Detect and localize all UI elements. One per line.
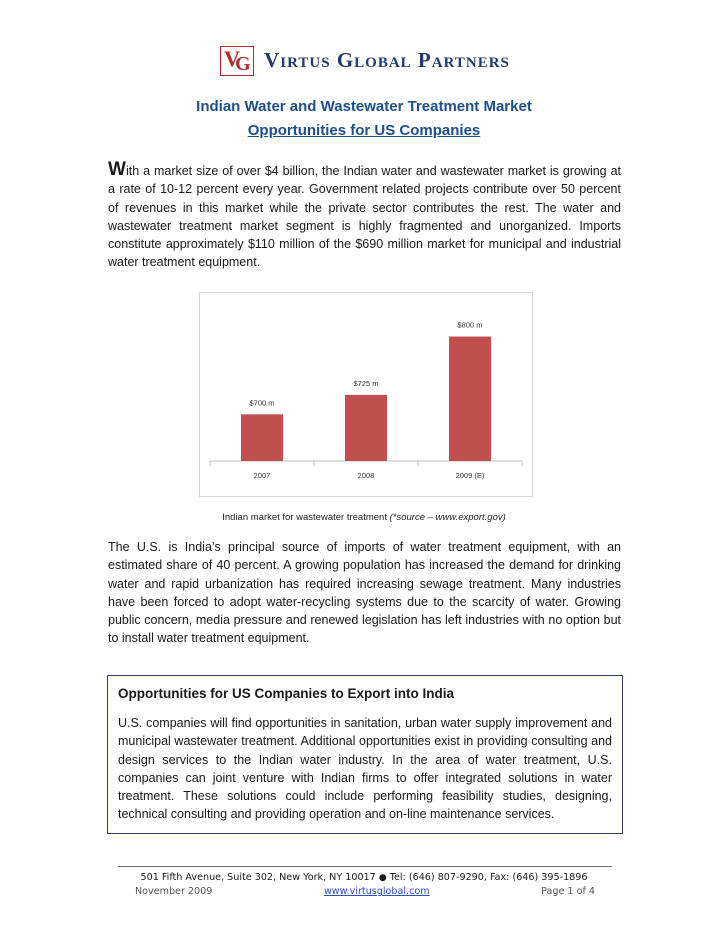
chart-bar-2008 xyxy=(345,395,387,461)
chart-data-label: $800 m xyxy=(457,320,483,330)
footer-bullet: ● xyxy=(378,873,387,883)
intro-paragraph xyxy=(108,161,621,272)
intro-text: ith a market size of over $4 billion, the Indian water and wastewater market is growing at a rate of 10-12 percent every year. Government related projects contribute over 50 percent of revenues in this market while the private sector contributes the rest. The water and wastewater treatment market segment is highly fragmented and unorganized. Imports constitute approximately $110 million of the $690 million market for municipal and industrial water treatment equipment. xyxy=(108,164,621,270)
opportunities-paragraph: U.S. companies will find opportunities in sanitation, urban water supply improvement and municipal wastewater treatment. Additional opportunities exist in providing consulting and design services to the Indian water industry. In the area of water treatment, U.S. companies can joint venture with Indian firms to offer integrated solutions in water treatment. These solutions could include performing feasibility studies, designing, technical consulting and providing operation and on-line maintenance services. xyxy=(118,716,612,822)
market-bar-chart xyxy=(199,292,533,497)
footer-contact-line xyxy=(0,872,728,883)
document-title: Indian Water and Wastewater Treatment Market xyxy=(196,98,532,115)
footer-meta-line xyxy=(135,886,595,897)
chart-category-label: 2008 xyxy=(357,471,375,480)
footer-date: November 2009 xyxy=(135,886,213,897)
footer-contact: Tel: (646) 807-9290, Fax: (646) 395-1896 xyxy=(389,872,588,883)
footer-page-number: Page 1 of 4 xyxy=(541,886,595,897)
intro-dropcap: W xyxy=(108,159,126,180)
vg-logo-mark xyxy=(218,44,254,76)
logo-letter-g: G xyxy=(235,53,251,75)
company-logo xyxy=(0,44,728,81)
chart-bar-2009e xyxy=(449,337,491,461)
imports-paragraph: The U.S. is India’s principal source of imports of water treatment equipment, with an estimated share of 40 percent. A growing population has increased the demand for drinking water and rapid urbanization has required increasing sewage treatment. Many industries have been forced to adopt water-recycling systems due to the scarcity of water. Growing public concern, media pressure and renewed legislation has left industries with no option but to install water treatment equipment. xyxy=(108,540,621,646)
chart-bar-2007 xyxy=(241,414,283,461)
footer-divider xyxy=(118,866,612,867)
chart-caption xyxy=(0,512,728,523)
chart-data-label: $725 m xyxy=(353,378,379,388)
chart-category-label: 2009 (E) xyxy=(455,471,485,480)
document-subtitle: Opportunities for US Companies xyxy=(247,122,481,139)
chart-category-label: 2007 xyxy=(253,471,271,480)
company-name: Virtus Global Partners xyxy=(264,47,510,72)
caption-source: (*source – www.export.gov) xyxy=(389,512,506,523)
opportunities-title: Opportunities for US Companies to Export into India xyxy=(118,686,455,701)
chart-data-label: $700 m xyxy=(249,398,275,408)
logo-letter-v: V xyxy=(224,46,240,71)
footer-website-link[interactable]: www.virtusglobal.com xyxy=(323,886,430,897)
caption-text: Indian market for wastewater treatment xyxy=(222,512,390,523)
footer-address: 501 Fifth Avenue, Suite 302, New York, NY 10017 xyxy=(140,872,376,883)
chart-canvas xyxy=(200,293,532,496)
